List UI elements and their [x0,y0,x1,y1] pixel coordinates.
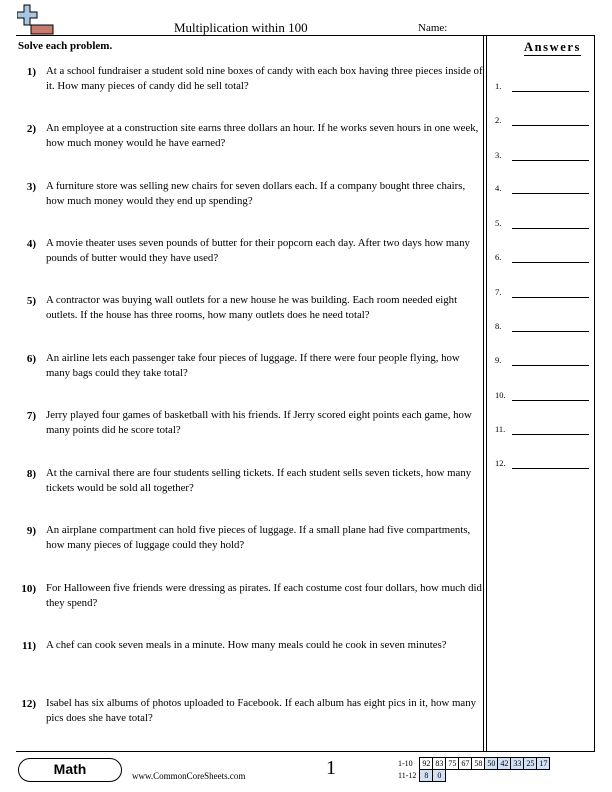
column-divider [483,36,487,751]
answer-line[interactable] [512,331,589,332]
problem-text: An employee at a construction site earns three dollars an hour. If he works seven hours in one week, how much money would he have earned? [46,122,479,149]
answer-line[interactable] [512,262,589,263]
answer-label: 12. [495,458,506,468]
problem-text: At the carnival there are four students selling tickets. If each student sells seven tickets, how many tickets would be sold all together? [46,467,472,494]
score-cell: 33 [511,758,524,770]
answer-slot-12[interactable] [495,458,595,470]
answer-label: 6. [495,252,502,262]
website-credit: www.CommonCoreSheets.com [132,771,246,781]
answer-slot-9[interactable] [495,355,595,367]
score-cell: 17 [537,758,550,770]
name-label: Name: [418,22,448,34]
logo-plus-icon [17,4,55,36]
answer-slot-8[interactable] [495,321,595,333]
answer-slot-3[interactable] [495,150,595,162]
answer-label: 4. [495,183,502,193]
answer-line[interactable] [512,400,589,401]
answer-label: 11. [495,424,506,434]
problem-number: 2) [26,123,36,135]
answer-label: 9. [495,355,502,365]
score-row [396,770,550,782]
problem-number: 4) [26,238,36,250]
answer-label: 7. [495,287,502,297]
score-cell: 67 [459,758,472,770]
score-cell: 0 [433,770,446,782]
problem-number: 6) [26,353,36,365]
worksheet-title: Multiplication within 100 [174,20,308,35]
answer-line[interactable] [512,193,589,194]
problem-text: For Halloween five friends were dressing as pirates. If each costume cost four dollars, how much did they spend? [46,582,482,609]
answer-line[interactable] [512,365,589,366]
answer-slot-7[interactable] [495,287,595,299]
problem-text: A contractor was buying wall outlets for a new house he was building. Each room needed eight outlets. If the house has three rooms, how many outlets does he need total? [46,294,458,321]
answer-line[interactable] [512,160,589,161]
problem-text: At a school fundraiser a student sold nine boxes of candy with each box having three pieces inside of it. How many pieces of candy did he sell total? [46,65,483,92]
score-cell: 25 [524,758,537,770]
answer-slot-4[interactable] [495,183,595,195]
problem-number: 7) [26,410,36,422]
score-cell: 75 [446,758,459,770]
answer-slot-2[interactable] [495,115,595,127]
problem-text: A movie theater uses seven pounds of butter for their popcorn each day. After two days how many pounds of butter would they have used? [46,237,470,264]
score-range-label: 11-12 [398,771,417,780]
answer-label: 8. [495,321,502,331]
answer-label: 2. [495,115,502,125]
problem-number: 10) [21,583,36,595]
problem-number: 3) [26,181,36,193]
answer-slot-11[interactable] [495,424,595,436]
answer-label: 3. [495,150,502,160]
score-table [396,757,550,782]
answer-line[interactable] [512,228,589,229]
answer-line[interactable] [512,91,589,92]
problem-text: Jerry played four games of basketball with his friends. If Jerry scored eight points each game, how many points did he score total? [46,409,472,436]
answer-slot-10[interactable] [495,390,595,402]
problem-text: An airplane compartment can hold five pieces of luggage. If a small plane had five compartments, how many pieces of luggage could they hold? [46,524,471,551]
answer-slot-5[interactable] [495,218,595,230]
score-cell: 58 [472,758,485,770]
score-cell: 8 [420,770,433,782]
answer-line[interactable] [512,468,589,469]
problem-number: 5) [26,295,36,307]
score-cell: 42 [498,758,511,770]
answer-label: 5. [495,218,502,228]
answers-heading: Answers [523,40,582,54]
problem-text: An airline lets each passenger take four pieces of luggage. If there were four people flying, how many bags could they take total? [46,352,460,379]
problem-number: 9) [26,525,36,537]
problem-text: Isabel has six albums of photos uploaded to Facebook. If each album has eight pics in it, how many pics does she have total? [46,697,476,724]
problem-number: 12) [21,698,36,710]
score-row [396,758,550,770]
header-divider [16,35,595,36]
answer-slot-1[interactable] [495,81,595,93]
answer-line[interactable] [512,434,589,435]
answer-label: 1. [495,81,502,91]
score-cell: 50 [485,758,498,770]
answer-line[interactable] [512,125,589,126]
subject-badge: Math [18,758,122,782]
instructions: Solve each problem. [18,40,113,52]
problem-number: 1) [26,66,36,78]
score-cell: 92 [420,758,433,770]
footer-divider [16,751,595,752]
answer-slot-6[interactable] [495,252,595,264]
problem-number: 8) [26,468,36,480]
problem-text: A furniture store was selling new chairs for seven dollars each. If a company bought three chairs, how much money would they end up spending? [46,180,466,207]
score-cell: 83 [433,758,446,770]
score-range-label: 1-10 [398,759,413,768]
answer-line[interactable] [512,297,589,298]
problem-number: 11) [21,640,36,652]
page-number: 1 [326,757,336,779]
answer-label: 10. [495,390,506,400]
problem-text: A chef can cook seven meals in a minute. How many meals could he cook in seven minutes? [46,639,447,651]
